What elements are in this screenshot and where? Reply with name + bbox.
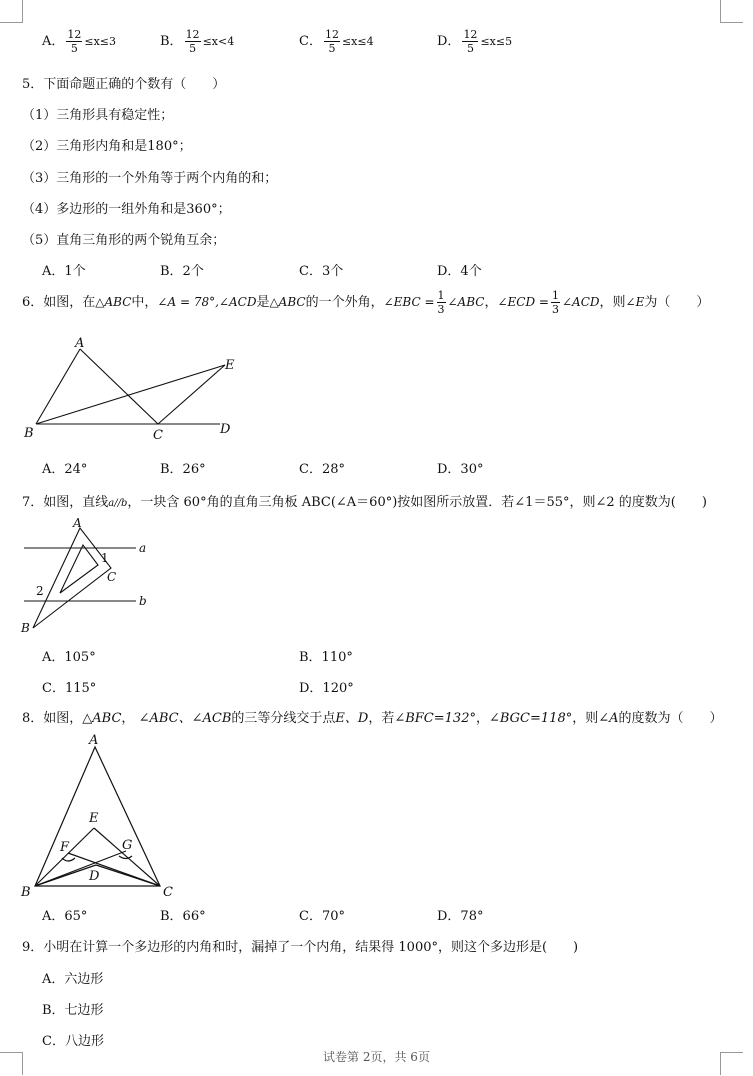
q8-label-c: C: [163, 885, 173, 900]
q7-label-line-b: b: [139, 594, 147, 608]
q8-option-c: C．70°: [299, 909, 345, 924]
q7-figure: [18, 515, 158, 635]
q5-option-d: D．4个: [437, 264, 482, 279]
q8-label-d: D: [89, 869, 100, 884]
q9-option-c: C．八边形: [42, 1034, 104, 1049]
q6-line-ce: [158, 365, 225, 424]
q6-line-be: [36, 365, 225, 424]
q5-stem: 5．下面命题正确的个数有（ ）: [22, 77, 226, 92]
q8-figure: [18, 730, 188, 900]
q7-option-c: C．115°: [42, 681, 97, 696]
q8-label-e: E: [89, 811, 99, 826]
q7-label-angle-1: 1: [101, 551, 109, 565]
q7-triangle-outer: [33, 528, 111, 628]
q6-label-c: C: [153, 428, 163, 443]
q5-statement-5: （5）直角三角形的两个锐角互余；: [22, 233, 226, 248]
q8-option-a: A．65°: [42, 909, 88, 924]
q6-figure: [20, 335, 250, 445]
q9-stem: 9．小明在计算一个多边形的内角和时，漏掉了一个内角，结果得 1000°，则这个多边形是( ): [22, 940, 579, 955]
q7-label-c: C: [107, 570, 117, 584]
q5-option-a: A．1个: [42, 264, 86, 279]
q5-option-b: B．2个: [160, 264, 204, 279]
q5-statement-3: （3）三角形的一个外角等于两个内角的和；: [22, 171, 278, 186]
q6-label-e: E: [225, 358, 235, 373]
q8-line-be: [35, 828, 94, 886]
q7-label-angle-2: 2: [36, 584, 44, 598]
q8-stem: 8．如图，△ABC， ∠ABC、∠ACB的三等分线交于点E、D，若∠BFC=132°，∠BGC=118°，则∠A的度数为（ ）: [22, 711, 723, 726]
q6-label-a: A: [75, 336, 85, 351]
q7-label-a: A: [73, 516, 82, 530]
q8-label-f: F: [60, 840, 70, 855]
q7-stem: 7．如图，直线a//b，一块含 60°角的直角三角板 ABC(∠A＝60°)按如图所示放置．若∠1＝55°，则∠2 的度数为( ): [22, 495, 707, 510]
q4-option-c: C． $\frac{12}{5}$ ≤x≤4: [299, 28, 374, 55]
q8-label-a: A: [89, 733, 99, 748]
q7-option-d: D．120°: [299, 681, 354, 696]
crop-mark-top-left: [0, 0, 23, 23]
q9-option-a: A．六边形: [42, 972, 104, 987]
q5-statement-1: （1）三角形具有稳定性；: [22, 108, 174, 123]
q5-statement-4: （4）多边形的一组外角和是360°；: [22, 202, 231, 217]
q7-triangle-inner: [60, 545, 98, 593]
q6-stem: 6．如图，在△ABC中，∠A = 78°,∠ACD是△ABC的一个外角，∠EBC = $\frac{1}{3}$ ∠ABC，∠ECD = $\frac{1}{3}$ ∠ACD，则∠E为（ ）: [22, 289, 710, 316]
q5-option-c: C．3个: [299, 264, 344, 279]
q4-option-b: B． $\frac{12}{5}$ ≤x<4: [160, 28, 235, 55]
q8-arc-f: [62, 858, 75, 861]
q6-option-a: A．24°: [42, 462, 88, 477]
q8-line-ce: [94, 828, 160, 886]
q8-option-d: D．78°: [437, 909, 484, 924]
q8-option-b: B．66°: [160, 909, 206, 924]
q8-label-g: G: [122, 838, 133, 853]
q6-label-b: B: [24, 426, 34, 441]
page-footer: 试卷第 2页，共 6页: [323, 1050, 430, 1064]
crop-mark-top-right: [720, 0, 743, 23]
q6-option-c: C．28°: [299, 462, 345, 477]
q9-option-b: B．七边形: [42, 1003, 104, 1018]
q7-label-line-a: a: [139, 541, 147, 555]
q8-label-b: B: [21, 885, 31, 900]
q4-option-a: A． $\frac{12}{5}$ ≤x≤3: [42, 28, 117, 55]
q6-option-d: D．30°: [437, 462, 484, 477]
q6-option-b: B．26°: [160, 462, 206, 477]
q7-option-a: A．105°: [42, 650, 96, 665]
q7-label-b: B: [21, 621, 30, 635]
q6-side-ac: [80, 349, 158, 424]
q4-option-d: D． $\frac{12}{5}$ ≤x≤5: [437, 28, 513, 55]
q7-option-b: B．110°: [299, 650, 353, 665]
q6-label-d: D: [220, 422, 231, 437]
q5-statement-2: （2）三角形内角和是180°；: [22, 139, 192, 154]
